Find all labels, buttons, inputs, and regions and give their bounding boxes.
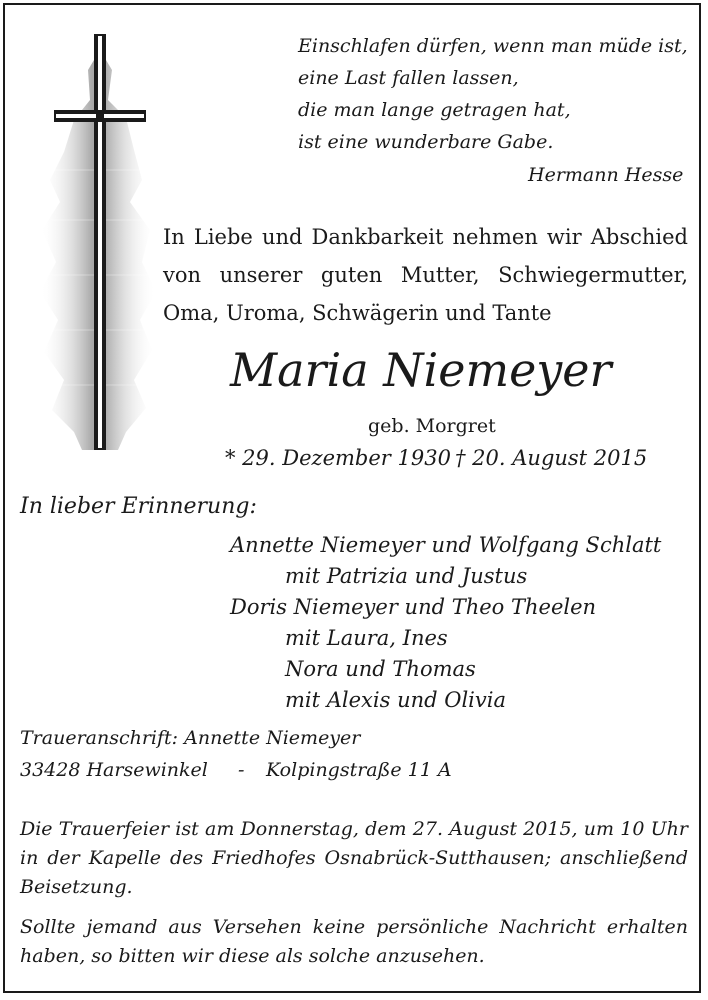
address-separator: - [238,759,245,781]
quote-author: Hermann Hesse [528,164,684,186]
mourner-line: mit Alexis und Olivia [285,688,506,712]
cross-icon [30,30,170,460]
quote-line: ist eine wunderbare Gabe. [298,131,554,153]
intro-line: In Liebe und Dankbarkeit nehmen wir Abschied [163,225,688,249]
personal-note: Sollte jemand aus Versehen keine persönliche Nachricht erhalten haben, so bitten wir diese als solche anzusehen. [20,916,688,967]
quote-line: eine Last fallen lassen, [298,67,519,89]
mourners-heading: In lieber Erinnerung: [20,494,257,519]
quote-line: die man lange getragen hat, [298,99,571,121]
intro-line: von unserer guten Mutter, Schwiegermutter, [163,263,688,287]
death-date: † 20. August 2015 [455,446,648,470]
address-street: Kolpingstraße 11 A [266,759,452,781]
mourner-line: mit Laura, Ines [285,626,448,650]
mourner-line: mit Patrizia und Justus [285,564,528,588]
ceremony-info: Die Trauerfeier ist am Donnerstag, dem 27. August 2015, um 10 Uhr in der Kapelle des Friedhofes Osnabrück-Sutthausen; anschließend Beisetzung. [20,818,688,898]
mourner-line: Doris Niemeyer und Theo Theelen [230,595,597,619]
birth-date: * 29. Dezember 1930 [225,446,451,470]
mourner-line: Annette Niemeyer und Wolfgang Schlatt [230,533,662,557]
intro-line: Oma, Uroma, Schwägerin und Tante [163,301,552,325]
birth-name: geb. Morgret [368,415,496,437]
mourner-line: Nora und Thomas [285,657,476,681]
quote-line: Einschlafen dürfen, wenn man müde ist, [298,35,688,57]
address-line: Traueranschrift: Annette Niemeyer [20,727,361,749]
deceased-name: Maria Niemeyer [230,343,612,397]
address-postal-city: 33428 Harsewinkel [20,759,208,781]
